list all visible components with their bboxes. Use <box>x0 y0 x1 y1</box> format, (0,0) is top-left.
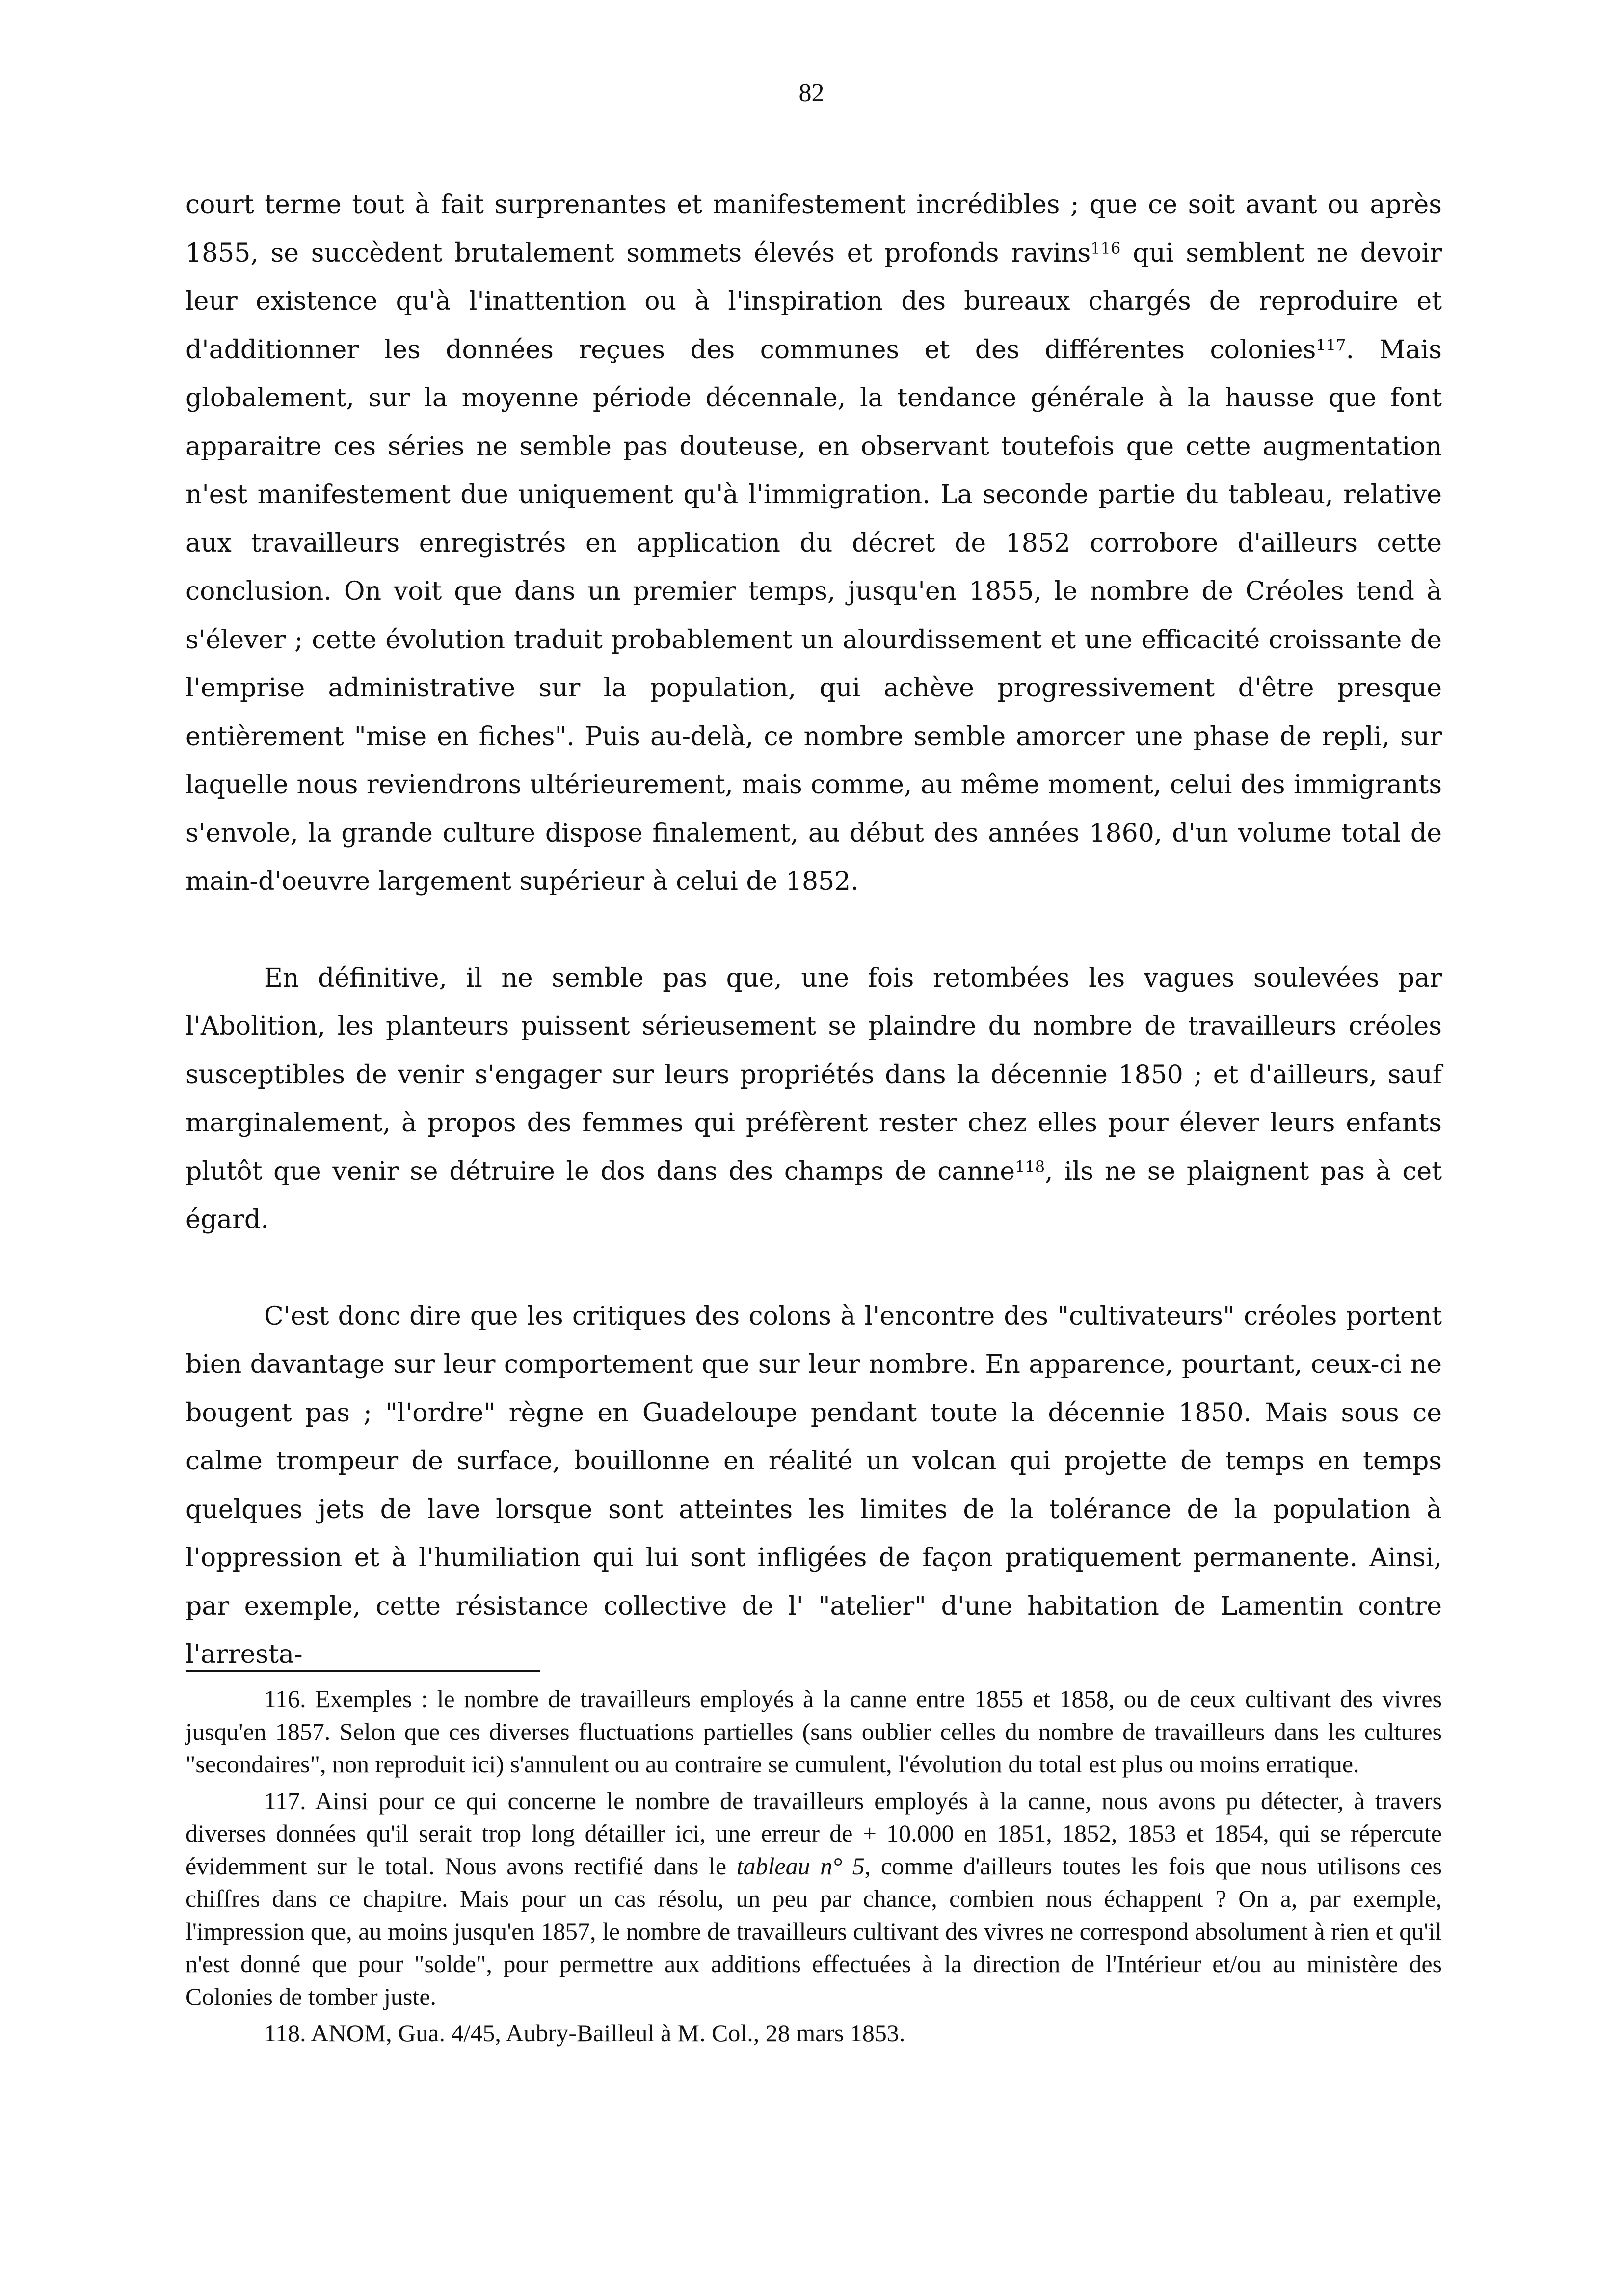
paragraph-2-text-b: , ils ne se plaignent pas à cet égard. <box>186 1156 1442 1234</box>
paragraph-1-text-c: . Mais globalement, sur la moyenne période décennale, la tendance générale à la hausse que font apparaitre ces séries ne semble pas douteuse, en observant toutefois que cette augmentation n'est manifestement due uniquement qu'à l'immigration. La seconde partie du tableau, relative aux travailleurs enregistrés en application du décret de 1852 corrobore d'ailleurs cette conclusion. On voit que dans un premier temps, jusqu'en 1855, le nombre de Créoles tend à s'élever ; cette évolution traduit probablement un alourdissement et une efficacité croissante de l'emprise administrative sur la population, qui achève progressivement d'être presque entièrement "mise en fiches". Puis au-delà, ce nombre semble amorcer une phase de repli, sur laquelle nous reviendrons ultérieurement, mais comme, au même moment, celui des immigrants s'envole, la grande culture dispose finalement, au début des années 1860, d'un volume total de main-d'oeuvre largement supérieur à celui de 1852. <box>186 335 1442 896</box>
paragraph-1 <box>186 181 1442 906</box>
body-text <box>186 181 1442 1679</box>
footnote-ref-116[interactable]: 116 <box>1091 239 1121 258</box>
footnote-117-table-ref: tableau n° 5 <box>736 1852 865 1880</box>
footnotes <box>186 1682 1442 2050</box>
footnote-divider <box>186 1670 540 1672</box>
page-number: 82 <box>798 79 825 107</box>
footnote-117-text-a: 117. Ainsi pour ce qui concerne le nombre de travailleurs employés à la canne, nous avons pu détecter, à travers diverses données qu'il serait trop long détailler ici, une erreur de + 10.000 en 1851, 1852, 1853 et 1854, qui se répercute évidemment sur le total. Nous avons rectifié dans le <box>186 1787 1442 1880</box>
paragraph-2 <box>186 954 1442 1244</box>
footnote-118: 118. ANOM, Gua. 4/45, Aubry-Bailleul à M. Col., 28 mars 1853. <box>264 2019 905 2047</box>
footnote-116: 116. Exemples : le nombre de travailleurs employés à la canne entre 1855 et 1858, ou de ceux cultivant des vivres jusqu'en 1857. Selon que ces diverses fluctuations partielles (sans oublier celles du nombre de travailleurs dans les cultures "secondaires", non reproduit ici) s'annulent ou au contraire se cumulent, l'évolution du total est plus ou moins erratique. <box>186 1685 1442 1778</box>
paragraph-2-text-a: En définitive, il ne semble pas que, une fois retombées les vagues soulevées par l'Abolition, les planteurs puissent sérieusement se plaindre du nombre de travailleurs créoles susceptibles de venir s'engager sur leurs propriétés dans la décennie 1850 ; et d'ailleurs, sauf marginalement, à propos des femmes qui préfèrent rester chez elles pour élever leurs enfants plutôt que venir se détruire le dos dans des champs de canne <box>186 963 1442 1186</box>
footnote-ref-118[interactable]: 118 <box>1014 1157 1045 1176</box>
footnote-117 <box>186 1785 1442 2013</box>
paragraph-1-text-b: qui semblent ne devoir leur existence qu'à l'inattention ou à l'inspiration des bureaux chargés de reproduire et d'additionner les données reçues des communes et des différentes colonies <box>186 238 1442 365</box>
paragraph-3: C'est donc dire que les critiques des colons à l'encontre des "cultivateurs" créoles portent bien davantage sur leur comportement que sur leur nombre. En apparence, pourtant, ceux-ci ne bougent pas ; "l'ordre" règne en Guadeloupe pendant toute la décennie 1850. Mais sous ce calme trompeur de surface, bouillonne en réalité un volcan qui projette de temps en temps quelques jets de lave lorsque sont atteintes les limites de la tolérance de la population à l'oppression et à l'humiliation qui lui sont infligées de façon pratiquement permanente. Ainsi, par exemple, cette résistance collective de l' "atelier" d'une habitation de Lamentin contre l'arresta- <box>186 1301 1442 1669</box>
footnote-117-text-b: , comme d'ailleurs toutes les fois que nous utilisons ces chiffres dans ce chapitre. Mais pour un cas résolu, un peu par chance, combien nous échappent ? On a, par exemple, l'impression que, au moins jusqu'en 1857, le nombre de travailleurs cultivant des vivres ne correspond absolument à rien et qu'il n'est donné que pour "solde", pour permettre aux additions effectuées à la direction de l'Intérieur et/ou au ministère des Colonies de tomber juste. <box>186 1852 1442 2010</box>
paragraph-1-text-a: court terme tout à fait surprenantes et manifestement incrédibles ; que ce soit avant ou après 1855, se succèdent brutalement sommets élevés et profonds ravins <box>186 190 1442 268</box>
footnote-ref-117[interactable]: 117 <box>1316 335 1346 354</box>
